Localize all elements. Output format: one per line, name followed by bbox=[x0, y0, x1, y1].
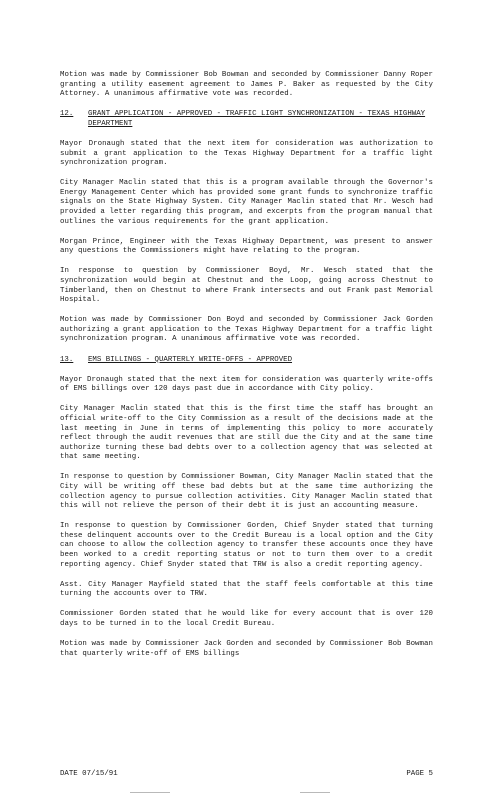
paragraph-utility-easement-motion: Motion was made by Commissioner Bob Bowman and seconded by Commissioner Danny Roper granting a utility easement agreement to James P. Baker as requested by the City Attorney. A unanimous affirmative vote was recorded. bbox=[60, 71, 433, 99]
paragraph-grant-motion: Motion was made by Commissioner Don Boyd and seconded by Commissioner Jack Gorden authorizing a grant application to the Texas Highway Department for a traffic light synchronization program. A unanimous affirmative vote was recorded. bbox=[60, 316, 433, 344]
paragraph-gorden-question: In response to question by Commissioner Gorden, Chief Snyder stated that turning these delinquent accounts over to the Credit Bureau is a local option and the City can choose to allow the collection agency to transfer these accounts once they have been worked to a credit reporting status or not to turn them over to a credit reporting agency. Chief Snyder stated that TRW is also a credit reporting agency. bbox=[60, 522, 433, 569]
agenda-item-number: 12. bbox=[60, 110, 74, 119]
minutes-page-body bbox=[60, 71, 433, 670]
paragraph-engineer-present: Morgan Prince, Engineer with the Texas Highway Department, was present to answer any questions the Commissioners might have relating to the program. bbox=[60, 237, 433, 256]
paragraph-bowman-question: In response to question by Commissioner Bowman, City Manager Maclin stated that the City will be writing off these bad debts but at the same time authorizing the collection agency to pursue collection activities. City Manager Maclin stated that this will not relieve the person of their debt it is just an accounting measure. bbox=[60, 473, 433, 511]
footer-date: DATE 07/15/91 bbox=[60, 770, 118, 778]
agenda-item-number: 13. bbox=[60, 355, 74, 364]
paragraph-mayfield-statement: Asst. City Manager Mayfield stated that the staff feels comfortable at this time turning the accounts over to TRW. bbox=[60, 580, 433, 599]
paragraph-grant-manager-statement: City Manager Maclin stated that this is a program available through the Governor's Energy Management Center which has provided some grant funds to synchronize traffic signals on the State Highway System. City Manager Maclin stated that Mr. Wesch had provided a letter regarding this program, and excerpts from the program manual that outlines the various requirements for the grant application. bbox=[60, 179, 433, 226]
paragraph-ems-motion: Motion was made by Commissioner Jack Gorden and seconded by Commissioner Bob Bowman that quarterly write-off of EMS billings bbox=[60, 640, 433, 658]
paragraph-ems-manager-statement: City Manager Maclin stated that this is the first time the staff has brought an official write-off to the City Commission as a result of the decisions made at the last meeting in June in terms of implementing this policy to more accurately reflect through the audit revenues that are still due the City and at the same time authorize turning these bad debts over to a collection agency that was selected at that same meeting. bbox=[60, 405, 433, 462]
scan-artifact-line bbox=[300, 792, 330, 793]
agenda-item-title: GRANT APPLICATION - APPROVED - TRAFFIC LIGHT SYNCHRONIZATION - TEXAS HIGHWAY DEPARTMENT bbox=[88, 110, 426, 128]
paragraph-ems-intro: Mayor Dronaugh stated that the next item for consideration was quarterly write-offs of EMS billings over 120 days past due in accordance with City policy. bbox=[60, 375, 433, 394]
paragraph-synchronization-route: In response to question by Commissioner Boyd, Mr. Wesch stated that the synchronization would begin at Chestnut and the Loop, going across Chestnut to Timberland, then on Chestnut to where Frank intersects and out Frank past Memorial Hospital. bbox=[60, 267, 433, 305]
scan-artifact-line bbox=[130, 792, 170, 793]
page-footer bbox=[60, 770, 433, 780]
agenda-item-title: EMS BILLINGS - QUARTERLY WRITE-OFFS - APPROVED bbox=[88, 355, 293, 364]
agenda-item-13-heading bbox=[60, 356, 433, 366]
paragraph-grant-intro: Mayor Dronaugh stated that the next item for consideration was authorization to submit a grant application to the Texas Highway Department for a traffic light synchronization program. bbox=[60, 139, 433, 168]
footer-page-number: PAGE 5 bbox=[406, 770, 433, 778]
agenda-item-12-heading bbox=[60, 110, 433, 129]
paragraph-gorden-credit-bureau: Commissioner Gorden stated that he would like for every account that is over 120 days to be turned in to the local Credit Bureau. bbox=[60, 610, 433, 629]
